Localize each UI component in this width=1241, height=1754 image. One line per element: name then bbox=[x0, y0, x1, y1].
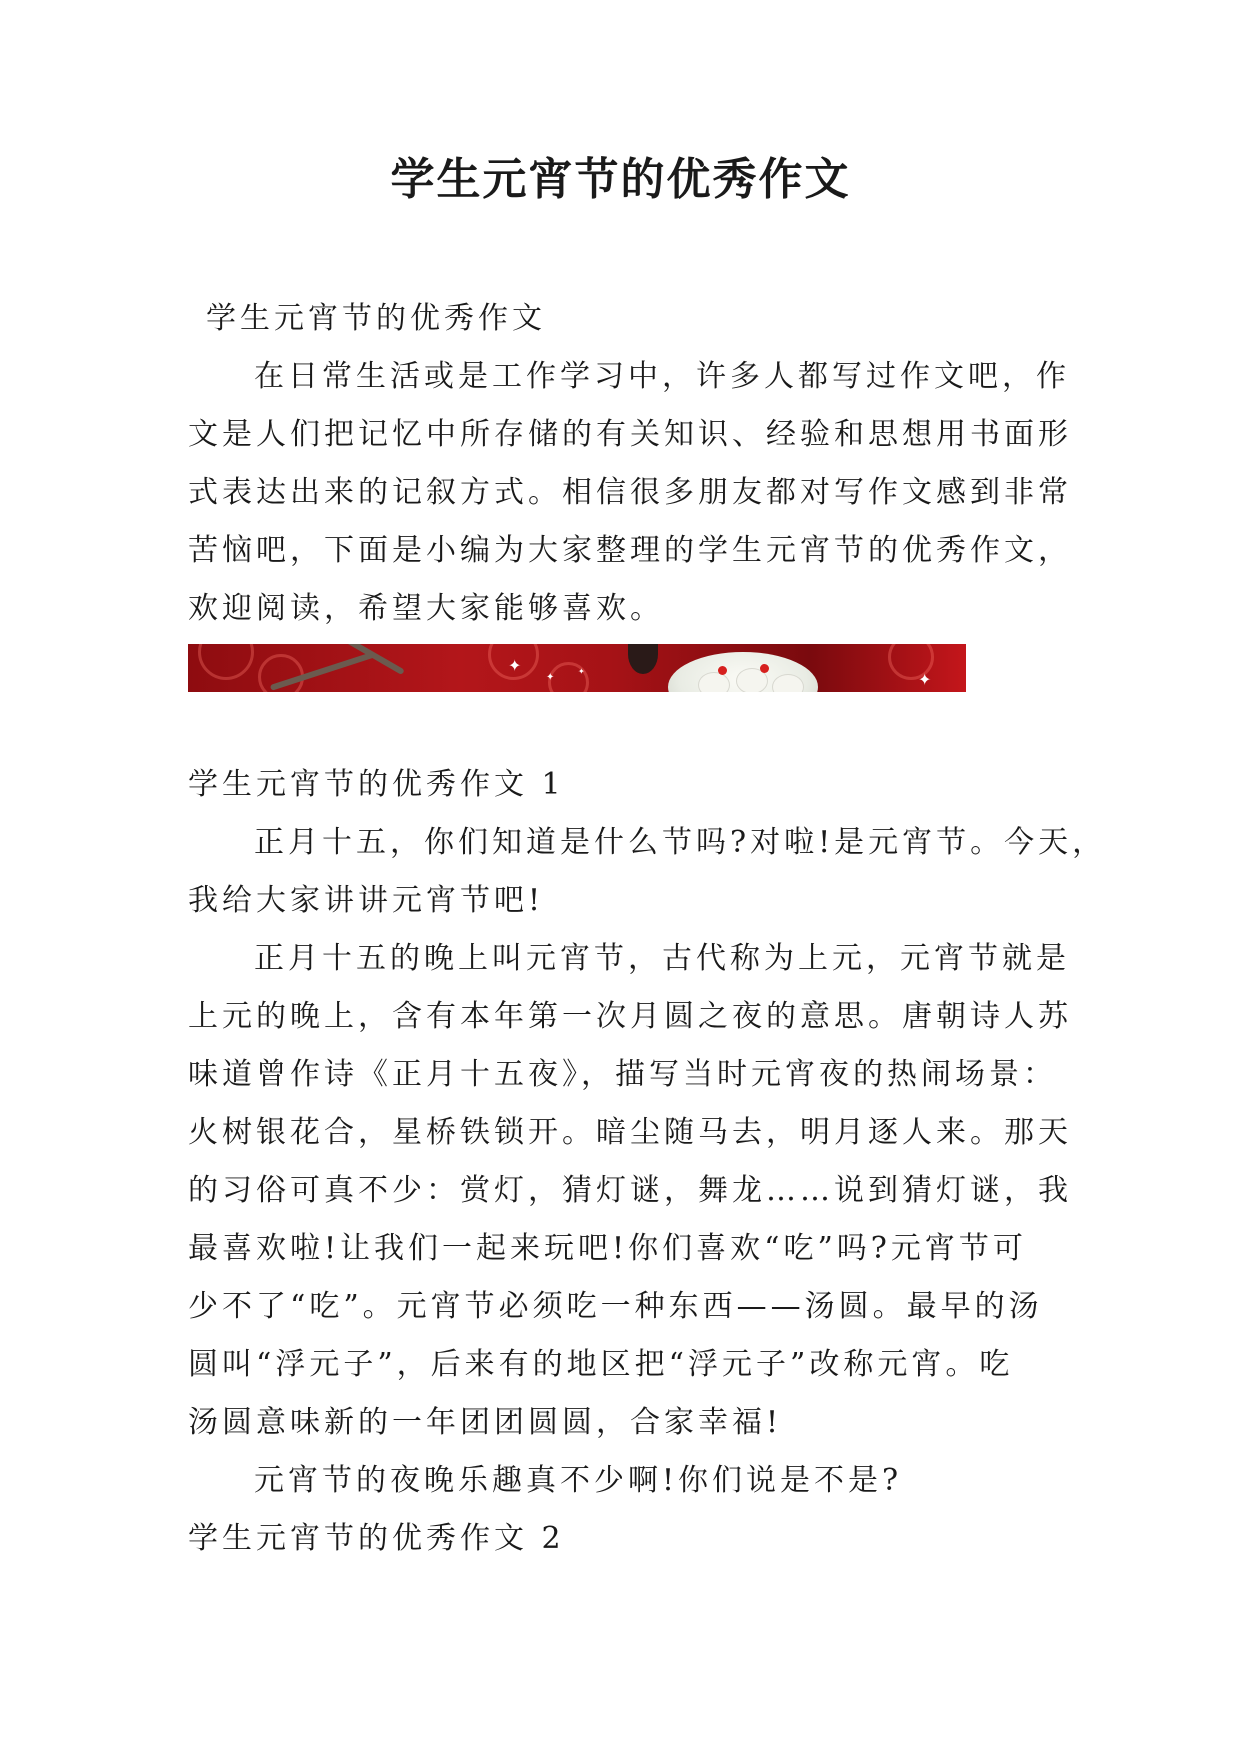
section1-paragraph-1 bbox=[188, 814, 1107, 930]
paragraph-line: 圆叫“浮元子”，后来有的地区把“浮元子”改称元宵。吃 bbox=[188, 1347, 1014, 1382]
intro-line: 欢迎阅读，希望大家能够喜欢。 bbox=[188, 591, 664, 626]
intro-line: 在日常生活或是工作学习中，许多人都写过作文吧，作 bbox=[254, 359, 1070, 394]
section1-paragraph-3: 元宵节的夜晚乐趣真不少啊!你们说是不是? bbox=[254, 1463, 903, 1498]
section-heading: 学生元宵节的优秀作文 2 bbox=[188, 1521, 565, 1556]
paragraph-line: 我给大家讲讲元宵节吧! bbox=[188, 883, 545, 918]
intro-line: 苦恼吧，下面是小编为大家整理的学生元宵节的优秀作文， bbox=[188, 533, 1072, 568]
paragraph-line: 的习俗可真不少：赏灯，猜灯谜，舞龙……说到猜灯谜，我 bbox=[188, 1173, 1072, 1208]
subtitle: 学生元宵节的优秀作文 bbox=[206, 301, 546, 336]
section-heading: 学生元宵节的优秀作文 1 bbox=[188, 767, 565, 802]
paragraph-line: 正月十五的晚上叫元宵节，古代称为上元，元宵节就是 bbox=[254, 941, 1070, 976]
paragraph-line: 火树银花合，星桥铁锁开。暗尘随马去，明月逐人来。那天 bbox=[188, 1115, 1072, 1150]
document-body bbox=[188, 290, 1107, 1568]
paragraph-line: 正月十五，你们知道是什么节吗?对啦!是元宵节。今天， bbox=[254, 825, 1107, 860]
document-title: 学生元宵节的优秀作文 bbox=[390, 154, 851, 205]
paragraph-line: 味道曾作诗《正月十五夜》，描写当时元宵夜的热闹场景： bbox=[188, 1057, 1057, 1092]
paragraph-line: 少不了“吃”。元宵节必须吃一种东西——汤圆。最早的汤 bbox=[188, 1289, 1043, 1324]
intro-line: 文是人们把记忆中所存储的有关知识、经验和思想用书面形 bbox=[188, 417, 1072, 452]
paragraph-line: 最喜欢啦!让我们一起来玩吧!你们喜欢“吃”吗?元宵节可 bbox=[188, 1231, 1027, 1266]
intro-paragraph bbox=[188, 348, 1072, 638]
section1-paragraph-2 bbox=[188, 930, 1072, 1452]
paragraph-line: 汤圆意味新的一年团团圆圆，合家幸福! bbox=[188, 1405, 783, 1440]
lantern-festival-banner-image: ✦ ✦ ✦ ✦ bbox=[188, 644, 966, 692]
paragraph-line: 上元的晚上，含有本年第一次月圆之夜的意思。唐朝诗人苏 bbox=[188, 999, 1072, 1034]
intro-line: 式表达出来的记叙方式。相信很多朋友都对写作文感到非常 bbox=[188, 475, 1072, 510]
